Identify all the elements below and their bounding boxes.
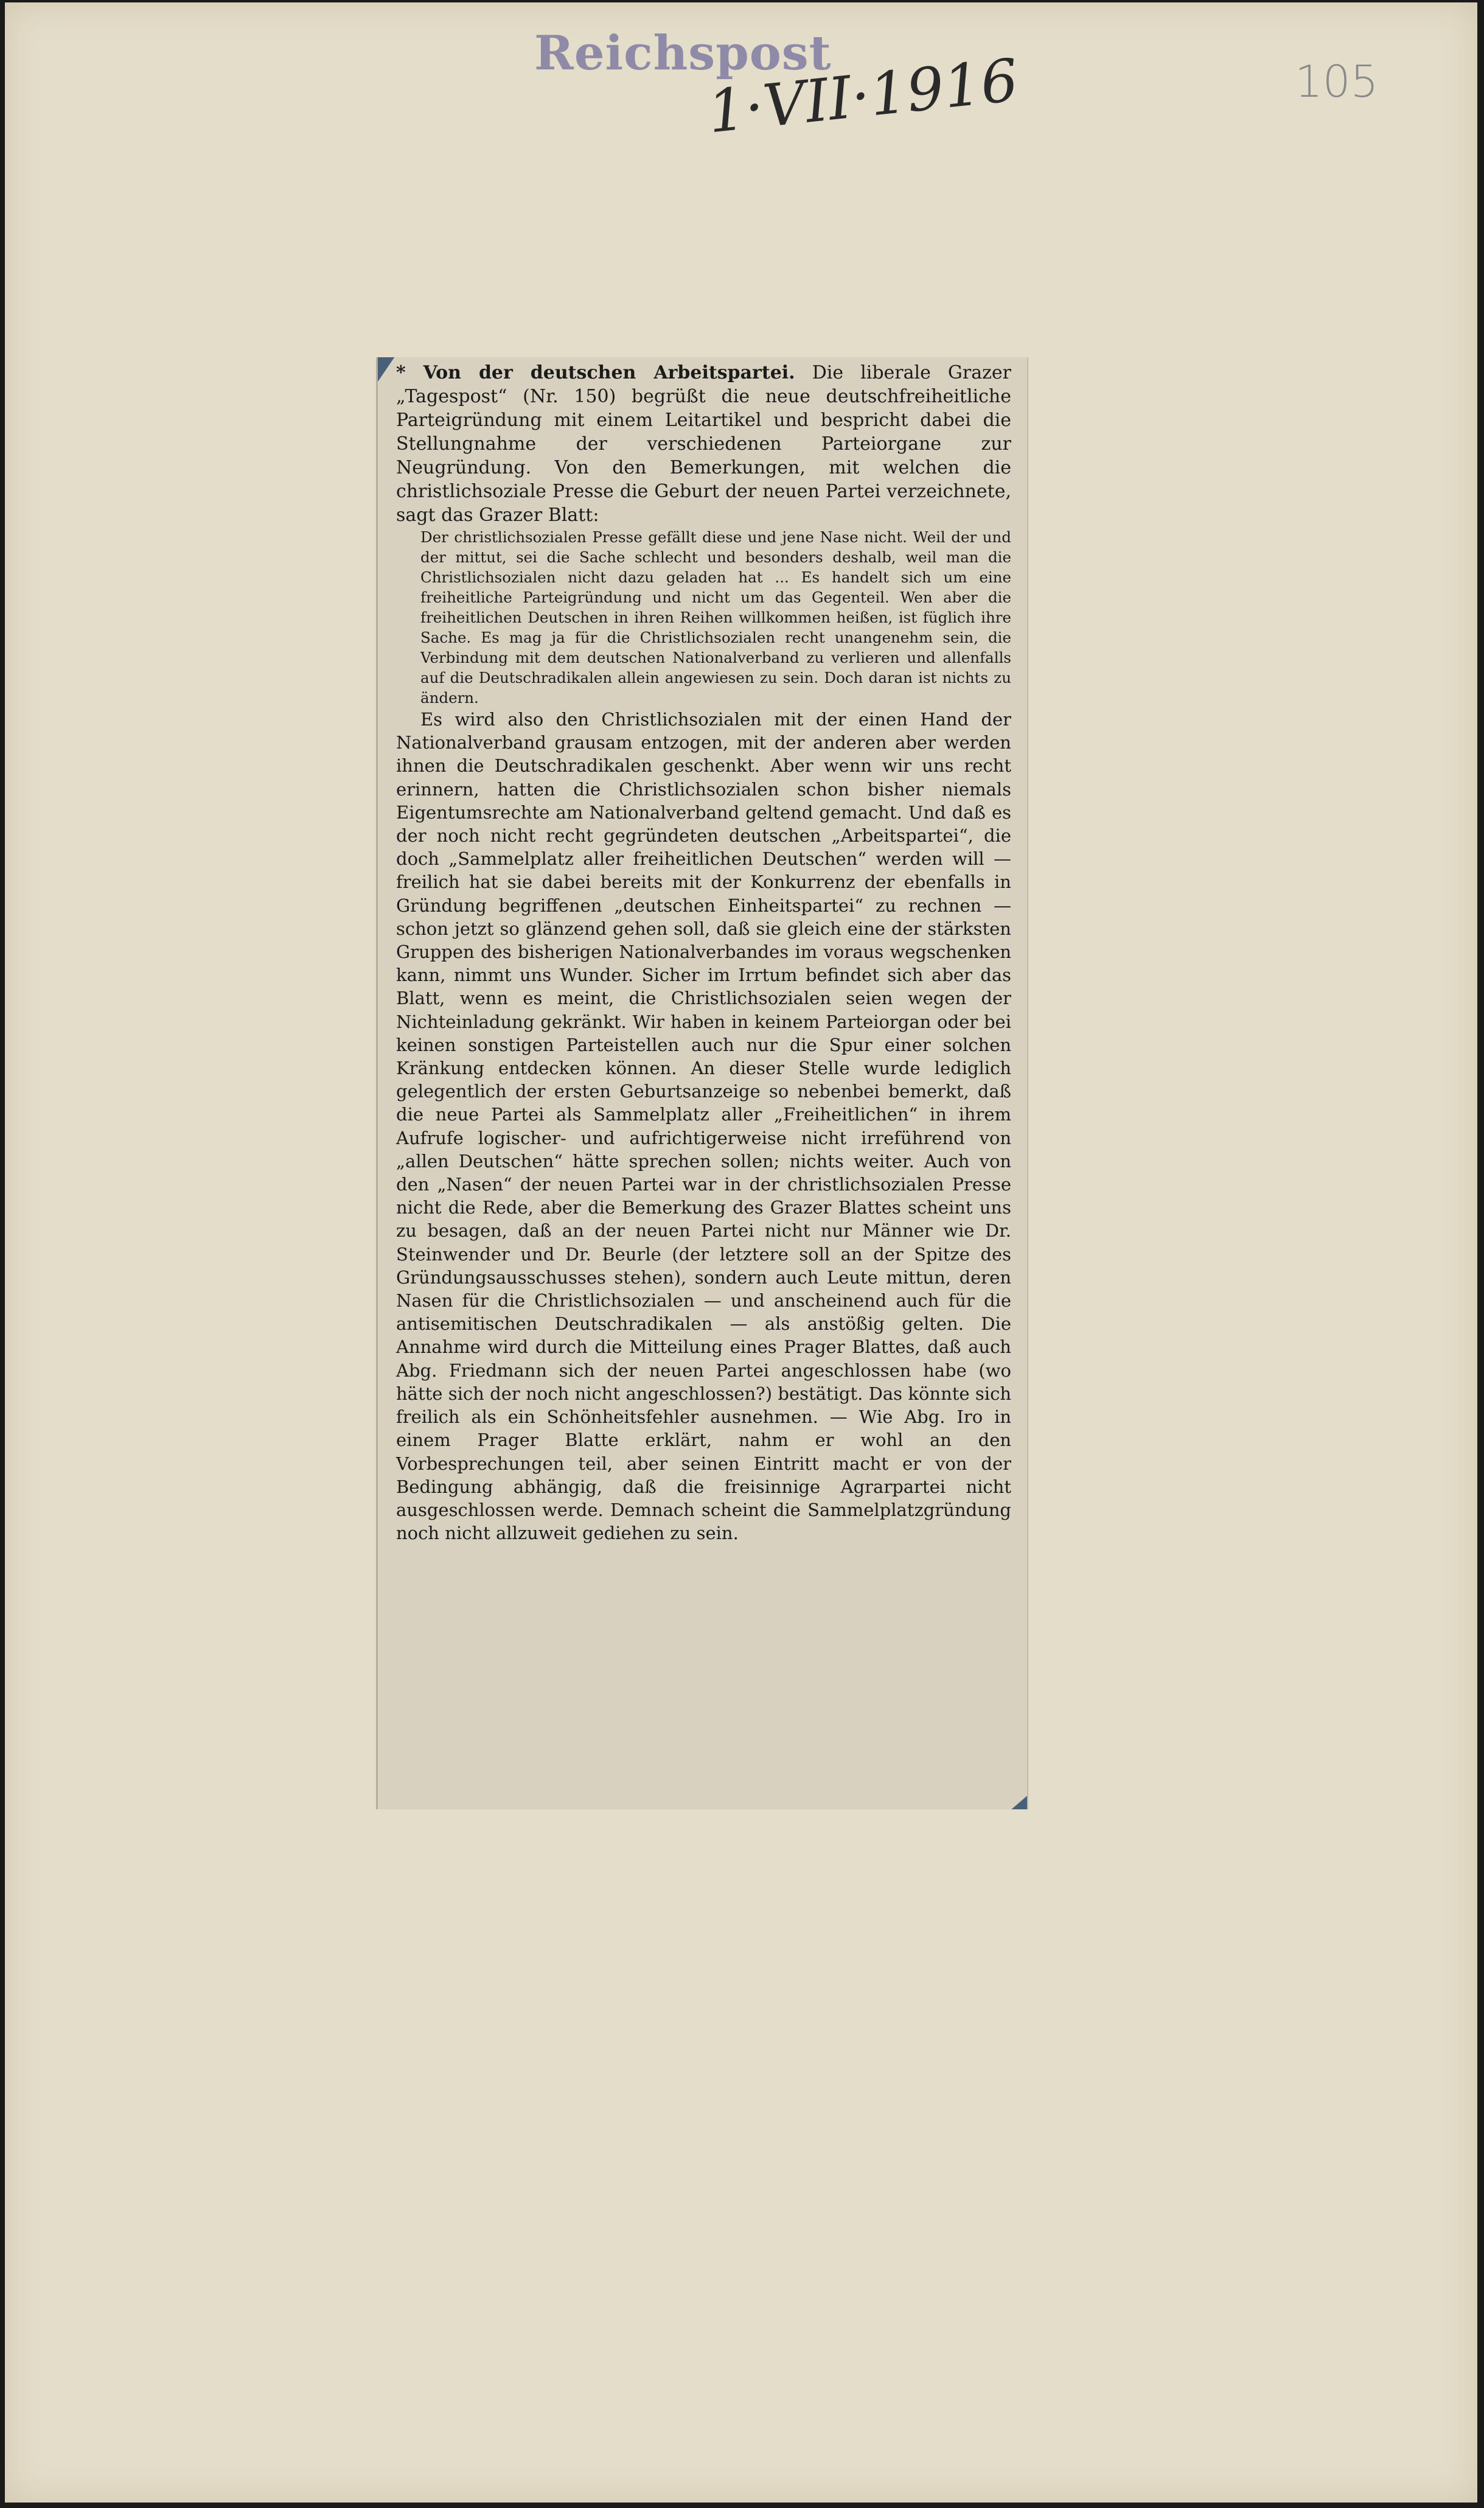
article-quote: Der christlichsozialen Presse gefällt diese und jene Nase nicht. Weil der und der mittut, sei die Sache schlecht und besonders deshalb, weil man die Christlichsozialen nicht dazu geladen hat ... Es handelt sich um eine freiheitliche Parteigründung und nicht um das Gegenteil. Wen aber die freiheitlichen Deutschen in ihren Reihen willkommen heißen, ist füglich ihre Sache. Es mag ja für die Christlichsozialen recht unangenehm sein, die Verbindung mit dem deutschen Nationalverband zu verlieren und allenfalls auf die Deutschradikalen allein angewiesen zu sein. Doch daran ist nichts zu ändern. [420,528,1011,707]
newspaper-clipping [376,357,1028,1809]
corner-mount-icon [1010,1795,1028,1809]
handwritten-date: 1·VII·1916 [705,46,1022,147]
article-body: Es wird also den Christlichsozialen mit der einen Hand der Nationalverband grausam entzogen, mit der anderen aber werden ihnen die Deutschradikalen geschenkt. Aber wenn wir uns recht erinnern, hatten die Christlichsozialen schon bisher niemals Eigentumsrechte am Nationalverband geltend gemacht. Und daß es der noch nicht recht gegründeten deutschen „Arbeitspartei“, die doch „Sammelplatz aller freiheitlichen Deutschen“ werden will — freilich hat sie dabei bereits mit der Konkurrenz der ebenfalls in Gründung begriffenen „deutschen Einheitspartei“ zu rechnen — schon jetzt so glänzend gehen soll, daß sie gleich eine der stärksten Gruppen des bisherigen Nationalverbandes im voraus wegschenken kann, nimmt uns Wunder. Sicher im Irrtum befindet sich aber das Blatt, wenn es meint, die Christlichsozialen seien wegen der Nichteinladung gekränkt. Wir haben in keinem Parteiorgan oder bei keinen sonstigen Parteistellen auch nur die Spur einer solchen Kränkung entdecken können. An dieser Stelle wurde lediglich gelegentlich der ersten Geburtsanzeige so nebenbei bemerkt, daß die neue Partei als Sammelplatz aller „Freiheitlichen“ in ihrem Aufrufe logischer- und aufrichtigerweise nicht irreführend von „allen Deutschen“ hätte sprechen sollen; nichts weiter. Auch von den „Nasen“ der neuen Partei war in der christlichsozialen Presse nicht die Rede, aber die Bemerkung des Grazer Blattes scheint uns zu besagen, daß an der neuen Partei nicht nur Männer wie Dr. Steinwender und Dr. Beurle (der letztere soll an der Spitze des Gründungsausschusses stehen), sondern auch Leute mittun, deren Nasen für die Christlichsozialen — und anscheinend auch für die antisemitischen Deutschradikalen — als anstößig gelten. Die Annahme wird durch die Mitteilung eines Prager Blattes, daß auch Abg. Friedmann sich der neuen Partei angeschlossen habe (wo hätte sich der noch nicht angeschlossen?) bestätigt. Das könnte sich freilich als ein Schönheitsfehler ausnehmen. — Wie Abg. Iro in einem Prager Blatte erklärt, nahm er wohl an den Vorbesprechungen teil, aber seinen Eintritt macht er von der Bedingung abhängig, daß die freisinnige Agrarpartei nicht ausgeschlossen werde. Demnach scheint die Sammelplatzgründung noch nicht allzuweit gediehen zu sein. [396,709,1011,1544]
archive-sheet [5,2,1477,2503]
article-intro [396,361,1011,527]
article-intro-text: Die liberale Grazer „Tagespost“ (Nr. 150) begrüßt die neue deutschfreiheitliche Parteigründung mit einem Leitartikel und bespricht dabei die Stellungnahme der verschiedenen Parteiorgane zur Neugründung. Von den Bemerkungen, mit welchen die christlichsoziale Presse die Geburt der neuen Partei verzeichnete, sagt das Grazer Blatt: [396,362,1011,526]
folio-number: 105 [1295,56,1379,107]
newspaper-stamp: Reichspost [534,26,832,81]
corner-mount-icon [376,357,396,385]
article-headline: * Von der deutschen Arbeitspartei. [396,362,795,383]
